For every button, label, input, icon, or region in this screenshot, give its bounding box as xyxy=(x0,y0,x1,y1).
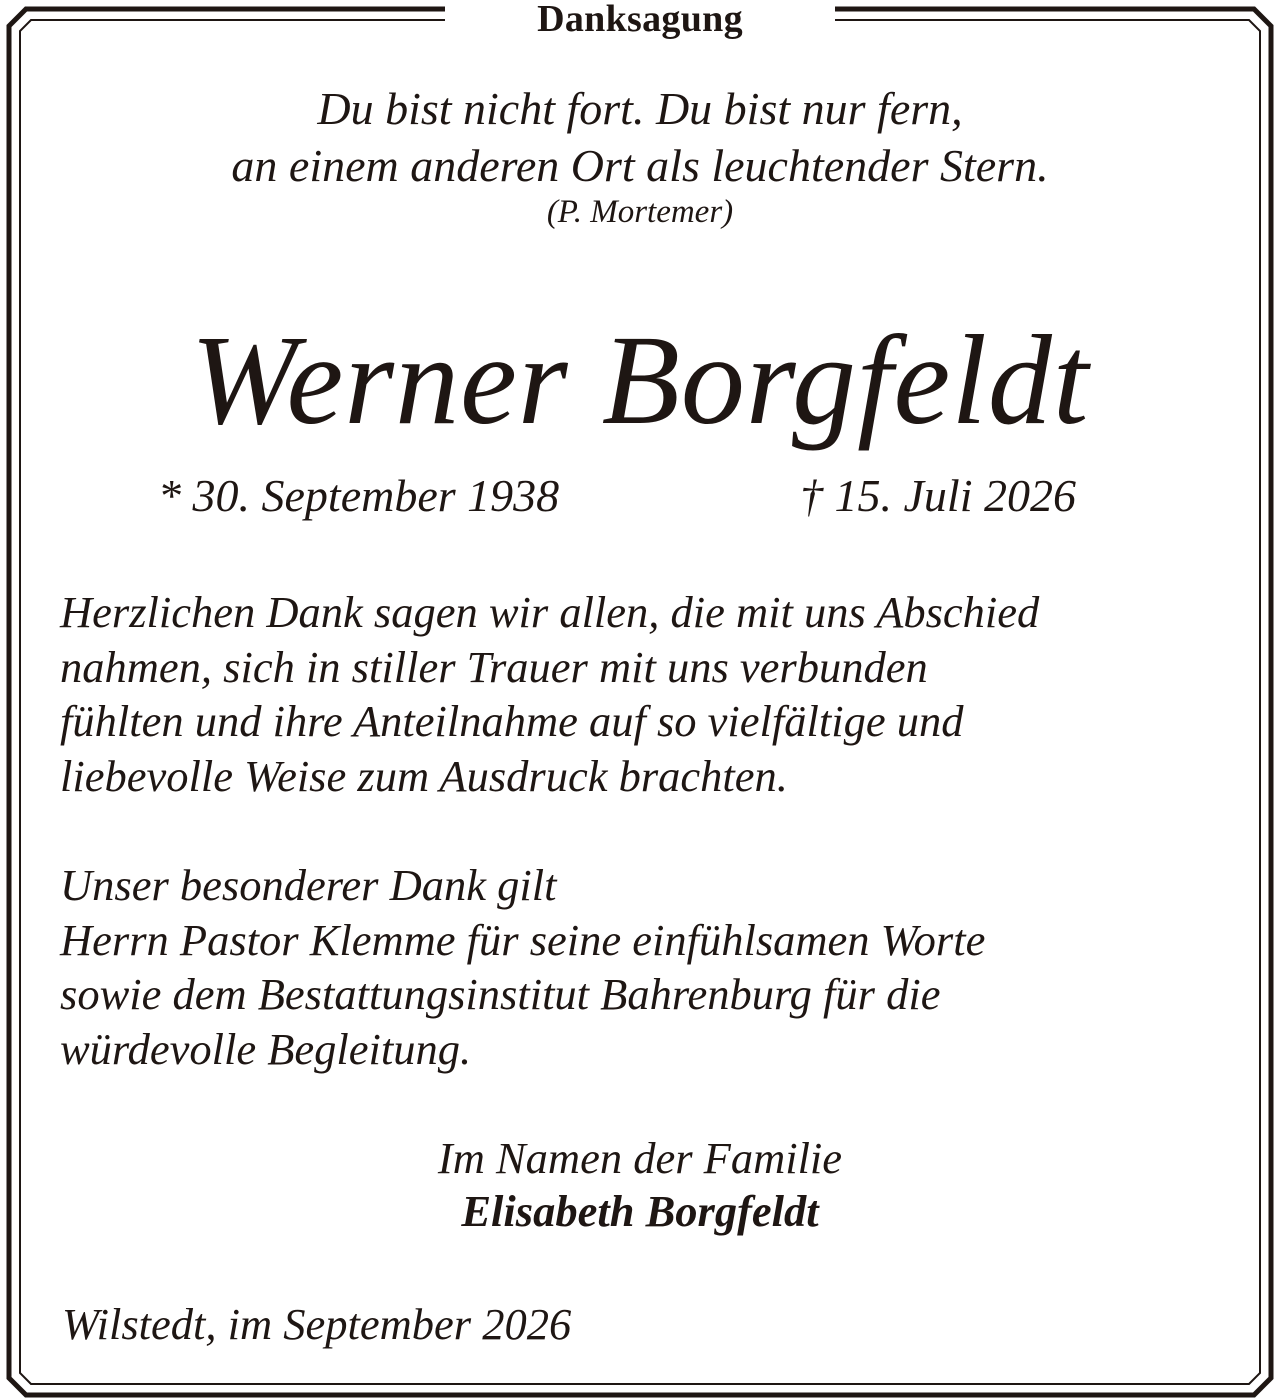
text-line: liebevolle Weise zum Ausdruck brachten. xyxy=(60,750,788,801)
signoff-intro: Im Namen der Familie xyxy=(437,1133,843,1183)
text-line: Herzlichen Dank sagen wir allen, die mit uns Abschied xyxy=(60,587,1040,637)
signoff-name: Elisabeth Borgfeldt xyxy=(461,1186,819,1236)
death-date: † 15. Juli 2026 xyxy=(800,470,1076,521)
text-line: Unser besonderer Dank gilt xyxy=(60,860,557,910)
place-date: Wilstedt, im September 2026 xyxy=(62,1299,572,1349)
signoff-block xyxy=(0,1132,1280,1238)
special-thanks-paragraph xyxy=(60,858,1260,1076)
text-line: nahmen, sich in stiller Trauer mit uns verbunden xyxy=(60,641,928,692)
quote-author: (P. Mortemer) xyxy=(546,194,734,230)
text-line: sowie dem Bestattungsinstitut Bahrenburg für die xyxy=(60,969,941,1019)
birth-date: * 30. September 1938 xyxy=(158,470,560,521)
text-line: fühlten und ihre Anteilnahme auf so vielfältige und xyxy=(60,696,964,746)
text-line: Herrn Pastor Klemme für seine einfühlsamen Worte xyxy=(60,914,986,965)
thanks-paragraph xyxy=(60,585,1260,803)
quote-line: Du bist nicht fort. Du bist nur fern, xyxy=(317,83,963,134)
quote-line: an einem anderen Ort als leuchtender Stern. xyxy=(231,140,1049,191)
quote-block xyxy=(0,80,1280,234)
announcement-title: Danksagung xyxy=(537,0,743,40)
deceased-name: Werner Borgfeldt xyxy=(190,309,1090,451)
text-line: würdevolle Begleitung. xyxy=(60,1023,472,1074)
